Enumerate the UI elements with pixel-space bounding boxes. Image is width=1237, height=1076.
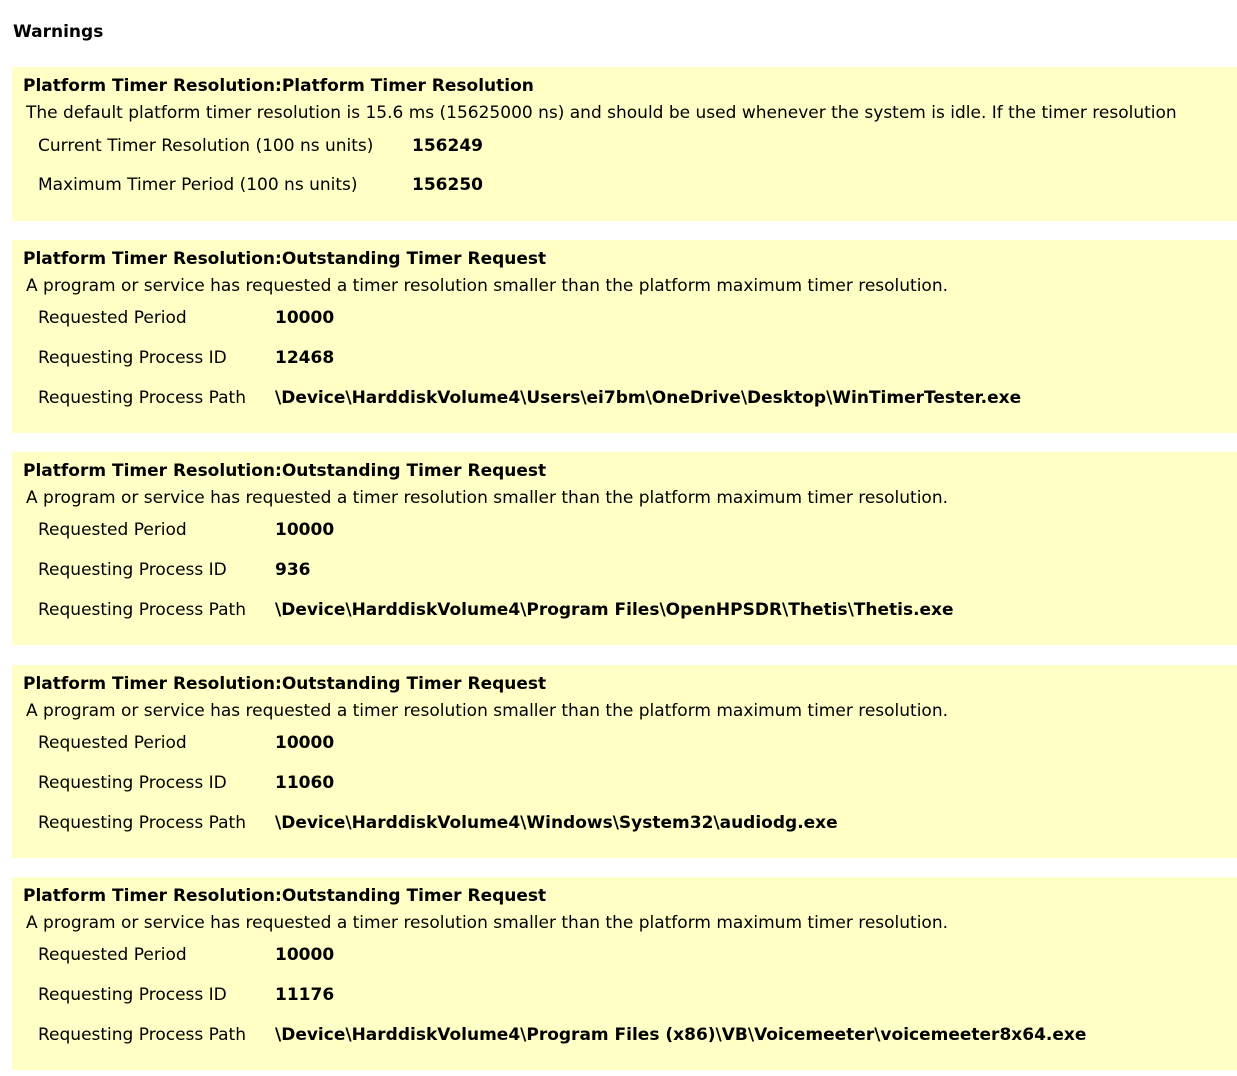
warning-title: Platform Timer Resolution:Outstanding Timer Request bbox=[23, 461, 547, 481]
row-value: 10000 bbox=[275, 308, 335, 328]
row-value: 156249 bbox=[412, 136, 483, 156]
row-label: Requesting Process ID bbox=[38, 348, 227, 368]
row-label: Requesting Process Path bbox=[38, 600, 246, 620]
row-label: Requested Period bbox=[38, 308, 187, 328]
row-value: 11060 bbox=[275, 773, 335, 793]
row-label: Current Timer Resolution (100 ns units) bbox=[38, 136, 374, 156]
warning-block bbox=[12, 67, 1237, 221]
row-label: Requested Period bbox=[38, 520, 187, 540]
row-value: 10000 bbox=[275, 945, 335, 965]
warning-title: Platform Timer Resolution:Platform Timer Resolution bbox=[23, 76, 534, 96]
row-label: Requested Period bbox=[38, 733, 187, 753]
row-label: Maximum Timer Period (100 ns units) bbox=[38, 175, 358, 195]
warning-row bbox=[38, 945, 335, 965]
row-label: Requesting Process Path bbox=[38, 388, 246, 408]
warning-row bbox=[38, 136, 483, 156]
row-label: Requesting Process ID bbox=[38, 560, 227, 580]
warning-description: A program or service has requested a timer resolution smaller than the platform maximum timer resolution. bbox=[26, 913, 949, 933]
row-value: 10000 bbox=[275, 733, 335, 753]
warning-row bbox=[38, 813, 838, 833]
row-value: \Device\HarddiskVolume4\Program Files\OpenHPSDR\Thetis\Thetis.exe bbox=[275, 600, 954, 620]
row-value: \Device\HarddiskVolume4\Users\ei7bm\OneDrive\Desktop\WinTimerTester.exe bbox=[275, 388, 1022, 408]
warning-row bbox=[38, 560, 311, 580]
section-title: Warnings bbox=[13, 22, 104, 42]
warning-row bbox=[38, 773, 335, 793]
row-value: \Device\HarddiskVolume4\Program Files (x86)\VB\Voicemeeter\voicemeeter8x64.exe bbox=[275, 1025, 1087, 1045]
warning-row bbox=[38, 1025, 1087, 1045]
warning-title: Platform Timer Resolution:Outstanding Timer Request bbox=[23, 886, 547, 906]
row-label: Requesting Process Path bbox=[38, 813, 246, 833]
row-value: \Device\HarddiskVolume4\Windows\System32\audiodg.exe bbox=[275, 813, 838, 833]
row-label: Requesting Process ID bbox=[38, 985, 227, 1005]
warning-row bbox=[38, 520, 335, 540]
row-label: Requesting Process ID bbox=[38, 773, 227, 793]
warning-description: The default platform timer resolution is 15.6 ms (15625000 ns) and should be used whenever the system is idle. If the timer resolution bbox=[26, 103, 1177, 123]
warning-title: Platform Timer Resolution:Outstanding Timer Request bbox=[23, 674, 547, 694]
warning-row bbox=[38, 985, 335, 1005]
warning-title: Platform Timer Resolution:Outstanding Timer Request bbox=[23, 249, 547, 269]
warning-block bbox=[12, 877, 1237, 1070]
warning-row bbox=[38, 175, 483, 195]
warning-block bbox=[12, 452, 1237, 645]
warning-row bbox=[38, 348, 335, 368]
warning-description: A program or service has requested a timer resolution smaller than the platform maximum timer resolution. bbox=[26, 701, 949, 721]
warning-row bbox=[38, 388, 1022, 408]
warning-block bbox=[12, 240, 1237, 433]
warning-block bbox=[12, 665, 1237, 858]
row-value: 936 bbox=[275, 560, 311, 580]
row-label: Requesting Process Path bbox=[38, 1025, 246, 1045]
row-value: 11176 bbox=[275, 985, 335, 1005]
row-value: 12468 bbox=[275, 348, 335, 368]
row-value: 156250 bbox=[412, 175, 483, 195]
warning-description: A program or service has requested a timer resolution smaller than the platform maximum timer resolution. bbox=[26, 276, 949, 296]
warning-row bbox=[38, 308, 335, 328]
warning-description: A program or service has requested a timer resolution smaller than the platform maximum timer resolution. bbox=[26, 488, 949, 508]
row-value: 10000 bbox=[275, 520, 335, 540]
warning-row bbox=[38, 733, 335, 753]
warning-row bbox=[38, 600, 954, 620]
row-label: Requested Period bbox=[38, 945, 187, 965]
